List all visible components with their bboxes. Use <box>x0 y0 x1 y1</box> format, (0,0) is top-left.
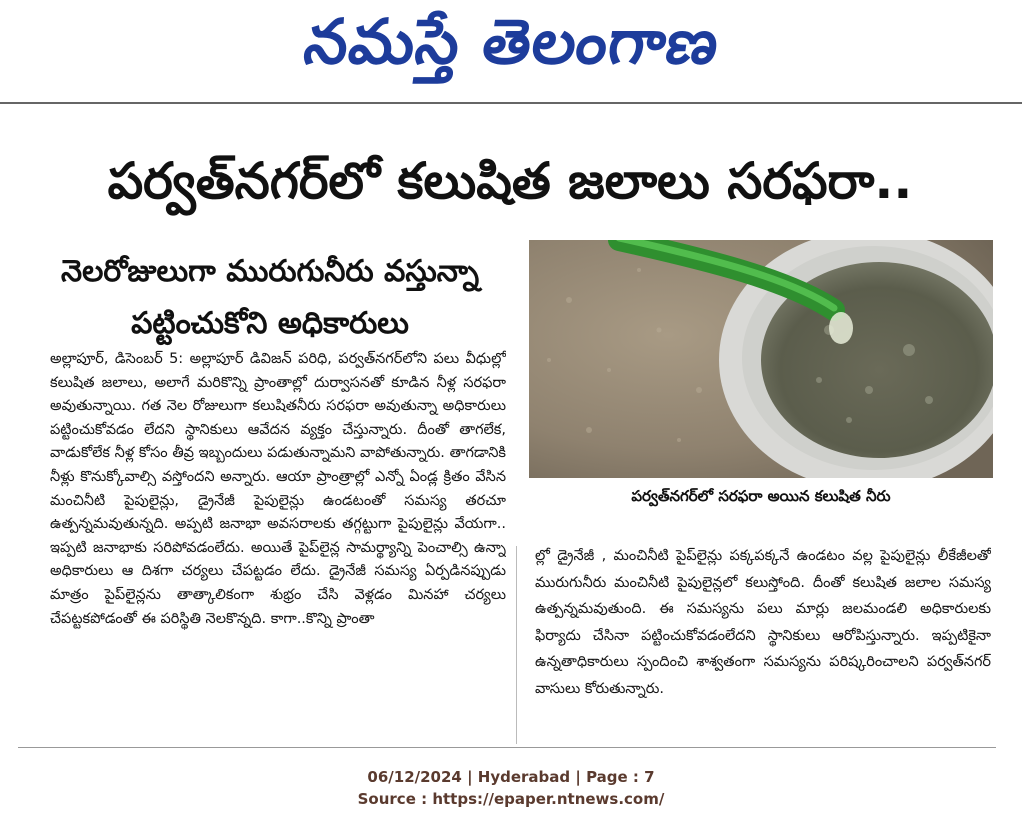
article-body-right-column: ల్లో డ్రైనేజీ , మంచినీటి పైప్‌లైన్లు పక్కపక్కనే ఉండటం వల్ల పైపులైన్లు లీకేజీలతో మురుగునీరు మంచినీటి పైపులైన్లలో కలుస్తోంది. దీంతో కలుషిత జలాల సమస్య ఉత్పన్నమవుతుంది. ఈ సమస్యను పలు మార్లు జలమండలి అధికారులకు ఫిర్యాదు చేసినా పట్టించుకోవడంలేదని స్థానికులు ఆరోపిస్తున్నారు. ఇప్పటికైనా ఉన్నతాధికారులు స్పందించి శాశ్వతంగా సమస్యను పరిష్కరించాలని పర్వత్‌నగర్ వాసులు కోరుతున్నారు. <box>535 548 991 697</box>
masthead <box>0 0 1022 98</box>
newspaper-logo: నమస్తే తెలంగాణ <box>299 5 725 78</box>
source-link[interactable]: Source : https://epaper.ntnews.com/ <box>357 790 665 808</box>
page-footer <box>0 766 1022 810</box>
article-subheadline <box>30 246 510 350</box>
article-body-left-column: అల్లాపూర్, డిసెంబర్ 5: అల్లాపూర్ డివిజన్ పరిధి, పర్వత్‌నగర్‌లోని పలు వీధుల్లో కలుషిత జలాలు, అలాగే మరికొన్ని ప్రాంతాల్లో దుర్వాసనతో కూడిన నీళ్ల సరఫరా అవుతున్నాయి. గత నెల రోజులుగా కలుషితనీరు సరఫరా అవుతున్నా అధికారులు పట్టించుకోవడం లేదని స్థానికులు ఆవేదన వ్యక్తం చేస్తున్నారు. దీంతో తాగలేక, వాడుకోలేక నీళ్ల కోసం తీవ్ర ఇబ్బందులు పడుతున్నామని వాపోతున్నారు. తాగడానికి నీళ్లు కొనుక్కోవాల్సి వస్తోందని అన్నారు. ఆయా ప్రాంత్రాల్లో ఎన్నో ఏండ్ల క్రితం వేసిన మంచినీటి పైపులైన్లు, డ్రైనేజీ పైపులైన్లు ఉండటంతో సమస్య తరచూ ఉత్పన్నమవుతున్నది. అప్పటి జనాభా అవసరాలకు తగ్గట్టుగా పైపులైన్లు వేయగా.. ఇప్పటి జనాభాకు సరిపోవడంలేదు. అయితే పైప్‌లైన్ల సామర్థ్యాన్ని పెంచాల్సి ఉన్నా అధికారులు ఆ దిశగా చర్యలు చేపట్టడం లేదు. డ్రైనేజీ సమస్య ఏర్పడినప్పుడు మాత్రం పైప్‌లైన్లను తాత్కాలికంగా శుభ్రం చేసి వెళ్లడం మినహా చర్యలు చేపట్టకపోడంతో ఈ పరిస్థితి నెలకొన్నది. కాగా..కొన్ని ప్రాంతా <box>50 351 506 627</box>
water-bucket-photo-icon <box>529 240 993 478</box>
subheadline-line-2: పట్టించుకోని అధికారులు <box>131 306 409 341</box>
subheadline-line-1: నెలరోజులుగా మురుగునీరు వస్తున్నా <box>61 254 479 289</box>
edition-info: 06/12/2024 | Hyderabad | Page : 7 <box>367 768 655 786</box>
column-divider <box>516 546 517 744</box>
masthead-divider <box>0 102 1022 104</box>
article-photo <box>529 240 993 478</box>
photo-caption: పర్వత్‌నగర్‌లో సరఫరా అయిన కలుషిత నీరు <box>631 487 891 505</box>
article-headline: పర్వత్‌నగర్‌లో కలుషిత జలాలు సరఫరా.. <box>107 152 913 210</box>
footer-divider <box>18 747 996 748</box>
